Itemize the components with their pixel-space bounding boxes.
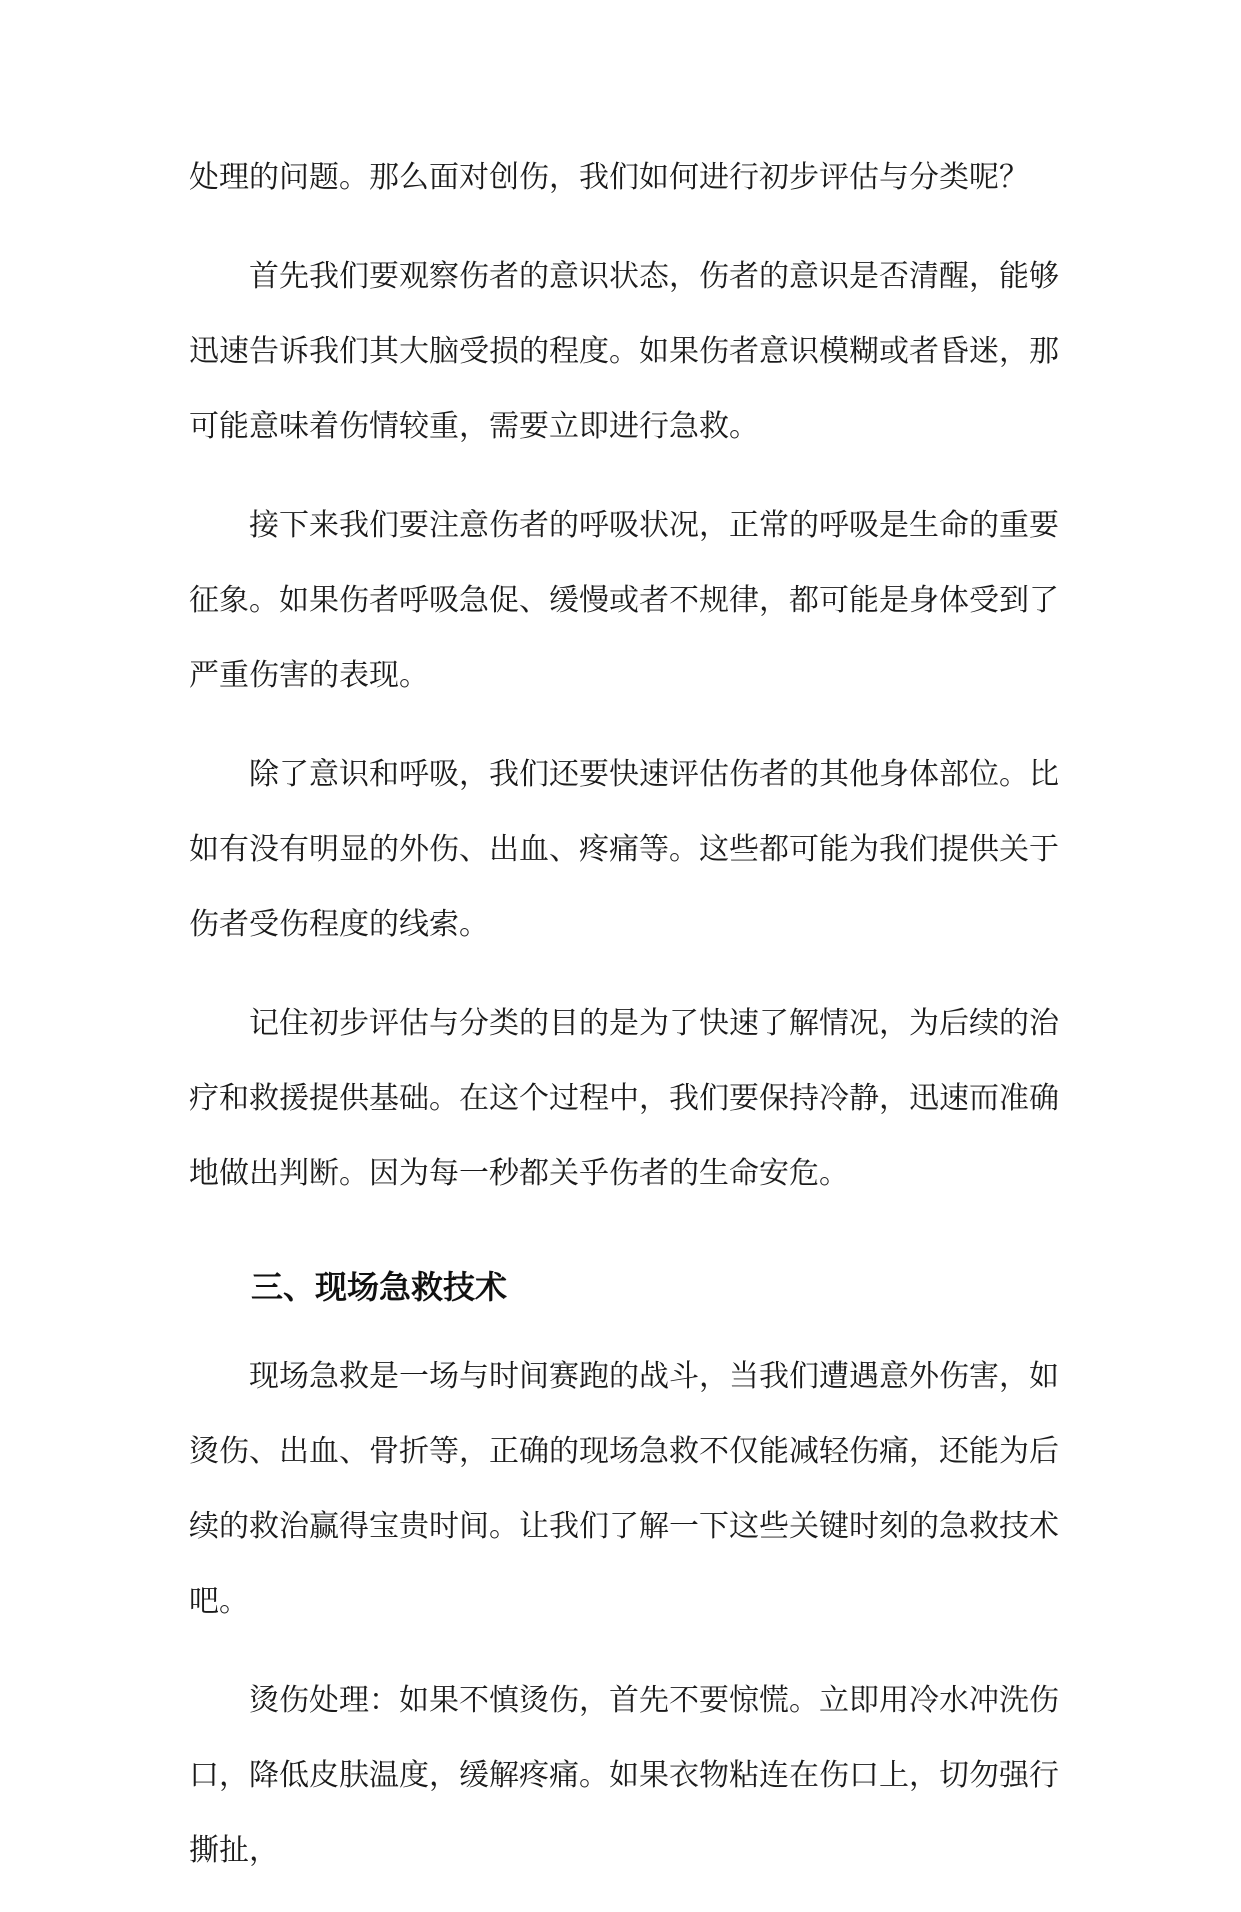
paragraph-burn-treatment: 烫伤处理：如果不慎烫伤，首先不要惊慌。立即用冷水冲洗伤口，降低皮肤温度，缓解疼痛。如果衣物粘连在伤口上，切勿强行撕扯，: [189, 1683, 1059, 1868]
paragraph-breathing: 接下来我们要注意伤者的呼吸状况，正常的呼吸是生命的重要征象。如果伤者呼吸急促、缓慢或者不规律，都可能是身体受到了严重伤害的表现。: [189, 508, 1059, 693]
paragraph-first-aid-intro: 现场急救是一场与时间赛跑的战斗，当我们遭遇意外伤害，如烫伤、出血、骨折等，正确的现场急救不仅能减轻伤痛，还能为后续的救治赢得宝贵时间。让我们了解一下这些关键时刻的急救技术吧。: [189, 1359, 1059, 1619]
section-heading: 三、现场急救技术: [251, 1268, 508, 1306]
paragraph-continued: 处理的问题。那么面对创伤，我们如何进行初步评估与分类呢？: [189, 160, 1029, 195]
paragraph-purpose: 记住初步评估与分类的目的是为了快速了解情况，为后续的治疗和救援提供基础。在这个过程中，我们要保持冷静，迅速而准确地做出判断。因为每一秒都关乎伤者的生命安危。: [189, 1006, 1059, 1191]
paragraph-consciousness: 首先我们要观察伤者的意识状态，伤者的意识是否清醒，能够迅速告诉我们其大脑受损的程度。如果伤者意识模糊或者昏迷，那可能意味着伤情较重，需要立即进行急救。: [189, 259, 1059, 444]
document-body: [189, 140, 1059, 1912]
paragraph-body-parts: 除了意识和呼吸，我们还要快速评估伤者的其他身体部位。比如有没有明显的外伤、出血、疼痛等。这些都可能为我们提供关于伤者受伤程度的线索。: [189, 757, 1059, 942]
